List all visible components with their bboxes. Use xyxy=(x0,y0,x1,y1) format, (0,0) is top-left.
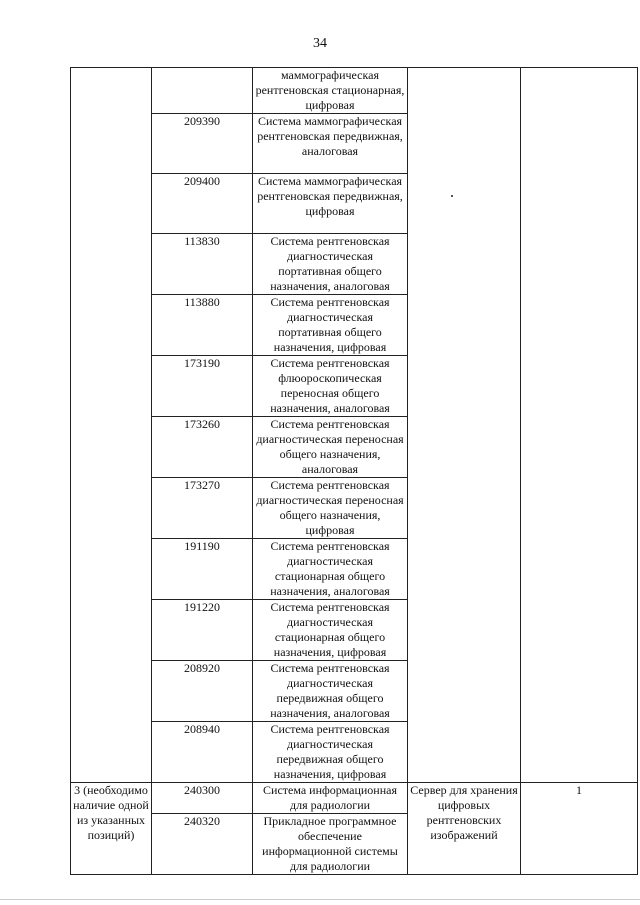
scan-edge-line xyxy=(0,899,640,900)
code-cell: 208920 xyxy=(152,661,253,722)
name-cell: маммографическая рентгеновская стационарная, цифровая xyxy=(253,68,408,114)
table-row xyxy=(71,478,638,539)
code-cell: 240320 xyxy=(152,814,253,875)
page-number: 34 xyxy=(313,36,327,51)
code-cell: 191190 xyxy=(152,539,253,600)
table-row xyxy=(71,356,638,417)
code-cell: 240300 xyxy=(152,783,253,814)
equipment-cell xyxy=(408,68,521,114)
name-cell: Система рентгеновская диагностическая стационарная общего назначения, цифровая xyxy=(253,600,408,661)
name-cell: Система маммографическая рентгеновская передвижная, аналоговая xyxy=(253,114,408,174)
code-cell: 173190 xyxy=(152,356,253,417)
equipment-cell: Сервер для хранения цифровых рентгеновских изображений xyxy=(408,783,521,875)
table-row xyxy=(71,68,638,114)
quantity-cell: 1 xyxy=(521,783,638,875)
name-cell: Система рентгеновская диагностическая переносная общего назначения, аналоговая xyxy=(253,417,408,478)
name-cell: Система информационная для радиологии xyxy=(253,783,408,814)
table-row xyxy=(71,722,638,783)
position-number-cell: 3 (необходимо наличие одной из указанных позиций) xyxy=(71,783,152,875)
code-cell: 209400 xyxy=(152,174,253,234)
name-cell: Система рентгеновская диагностическая переносная общего назначения, цифровая xyxy=(253,478,408,539)
name-cell: Система рентгеновская диагностическая стационарная общего назначения, аналоговая xyxy=(253,539,408,600)
table-row xyxy=(71,417,638,478)
table-row xyxy=(71,600,638,661)
equipment-table xyxy=(70,67,638,875)
name-cell: Система рентгеновская диагностическая передвижная общего назначения, цифровая xyxy=(253,722,408,783)
code-cell: 113830 xyxy=(152,234,253,295)
code-cell: 209390 xyxy=(152,114,253,174)
name-cell: Система рентгеновская диагностическая передвижная общего назначения, аналоговая xyxy=(253,661,408,722)
name-cell: Прикладное программное обеспечение информационной системы для радиологии xyxy=(253,814,408,875)
table-row xyxy=(71,174,638,234)
code-cell: 208940 xyxy=(152,722,253,783)
table-row xyxy=(71,783,638,814)
position-number-cell xyxy=(71,68,152,114)
table-row xyxy=(71,234,638,295)
code-cell: 173270 xyxy=(152,478,253,539)
name-cell: Система рентгеновская флюороскопическая переносная общего назначения, аналоговая xyxy=(253,356,408,417)
code-cell: 113880 xyxy=(152,295,253,356)
scan-dot xyxy=(451,195,453,197)
name-cell: Система маммографическая рентгеновская передвижная, цифровая xyxy=(253,174,408,234)
table-row xyxy=(71,114,638,174)
table-row xyxy=(71,295,638,356)
quantity-cell xyxy=(521,68,638,114)
name-cell: Система рентгеновская диагностическая портативная общего назначения, цифровая xyxy=(253,295,408,356)
name-cell: Система рентгеновская диагностическая портативная общего назначения, аналоговая xyxy=(253,234,408,295)
code-cell xyxy=(152,68,253,114)
code-cell: 191220 xyxy=(152,600,253,661)
table-row xyxy=(71,661,638,722)
table-row xyxy=(71,539,638,600)
code-cell: 173260 xyxy=(152,417,253,478)
